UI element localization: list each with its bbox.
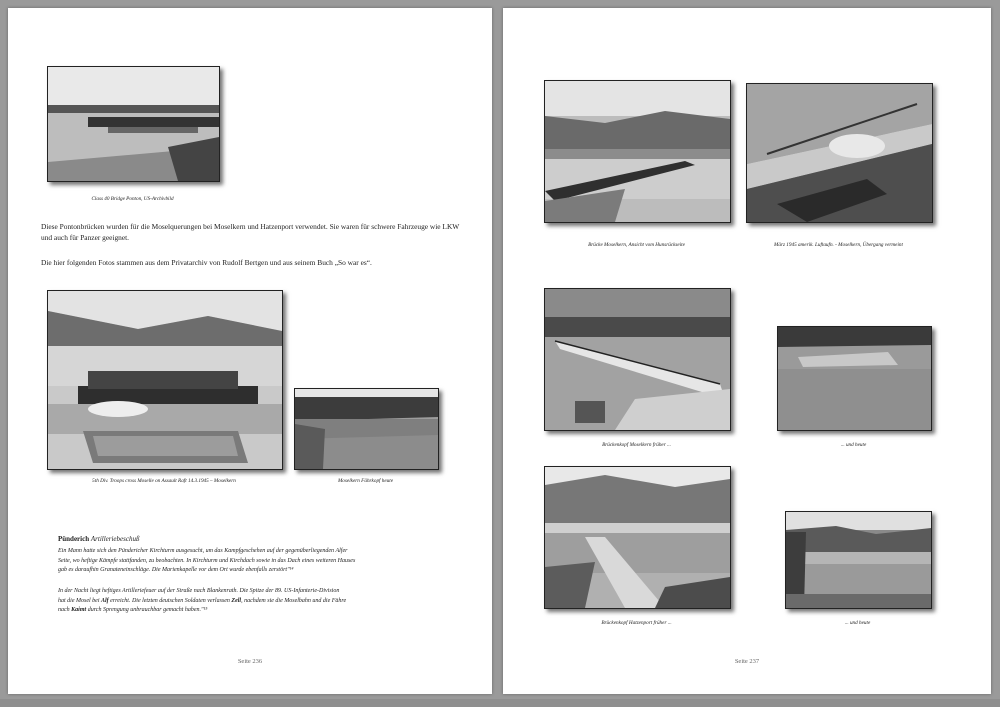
photo-hatzenport-heute (785, 511, 932, 609)
story-subtitle: Artilleriebeschuß (90, 535, 140, 543)
photo-brueckenkopf-moselkern (544, 288, 731, 431)
page-number-left: Seite 236 (237, 658, 263, 665)
story-line-5-post: , nachdem sie die Moselbahn und die Fähre (241, 597, 347, 604)
paragraph-fotos-quelle: Die hier folgenden Fotos stammen aus dem Privatarchiv von Rudolf Bertgen und aus seinem Buch „So war es“. (41, 258, 372, 267)
left-page (8, 8, 492, 694)
photo-troops-raft (47, 290, 283, 470)
page-number-right: Seite 237 (734, 658, 760, 665)
story-line-4: In der Nacht liegt heftiges Artilleriefeuer auf der Straße nach Blankenrath. Die Spitze der 89. US-Infanterie-Division (58, 588, 340, 594)
caption-brueckenkopf-hatzenport: Brückenkopf Hatzenport früher ... (601, 620, 672, 626)
caption-und-heute-2: ... und heute (844, 620, 871, 626)
story-place: Pünderich (58, 535, 90, 543)
story-line-3: gab es daraufhin Granateneinschläge. Die Marienkapelle vor dem Ort wurde ebenfalls zerstört"¹⁴ (58, 567, 294, 573)
caption-ferry: Moselkern Fährkopf heute (337, 478, 394, 484)
photo-brueckenkopf-hatzenport (544, 466, 731, 609)
story-line-5-pre: hat die Mosel bei (58, 597, 101, 604)
story-bold-zell: Zell (231, 597, 242, 604)
caption-troops: 5th Div. Troops cross Moselle on Assault Raft 14.3.1945 – Moselkern (92, 478, 236, 484)
story-paragraph-2 (58, 587, 438, 616)
story-line-1: Ein Mann hatte sich den Pündericher Kirchturm ausgesucht, um das Kampfgeschehen auf der gegenüberliegenden Alfer (58, 548, 348, 554)
story-line-5-mid: erreicht. Die letzten deutschen Soldaten verlassen (108, 597, 232, 604)
photo-ferry-today (294, 388, 439, 470)
story-paragraph-1 (58, 547, 438, 576)
caption-brueckenkopf-moselkern: Brückenkopf Moselkern früher ... (602, 442, 671, 448)
paragraph-pontonbruecken: Diese Pontonbrücken wurden für die Moselquerungen bei Moselkern und Hatzenport verwendet. Sie waren für schwere Fahrzeuge wie LKW und auch für Panzer geeignet. (41, 222, 460, 242)
story-line-2: Seite, wo heftige Kämpfe stattfanden, zu beobachten. In Kirchturm und Kirchdach sowie in das Dach eines weiteren Hauses (58, 557, 356, 564)
photo-moselkern-heute (777, 326, 932, 431)
story-title (58, 535, 139, 543)
photo-luftaufnahme (746, 83, 933, 223)
story-bold-kaimt: Kaimt (71, 607, 87, 613)
story-line-6-pre: nach (58, 607, 72, 613)
photo-ponton-bridge (47, 66, 220, 182)
viewer-bottom-edge (0, 699, 1000, 707)
story-line-6-post: durch Sprengung unbrauchbar gemacht haben."¹⁵ (86, 607, 208, 613)
caption-luftaufnahme: März 1945 amerik. Luftaufn. - Moselkern, Übergang vermeint (774, 242, 903, 248)
right-page (503, 8, 991, 694)
caption-ponton: Class 40 Bridge Ponton, US-Archivbild (91, 196, 174, 202)
caption-und-heute-1: ... und heute (840, 442, 867, 448)
photo-bruecke-moselkern (544, 80, 731, 223)
caption-bruecke-moselkern: Brücke Moselkern, Ansicht vom Hunsrückseite (588, 242, 685, 248)
story-bold-alf: Alf (101, 597, 109, 604)
